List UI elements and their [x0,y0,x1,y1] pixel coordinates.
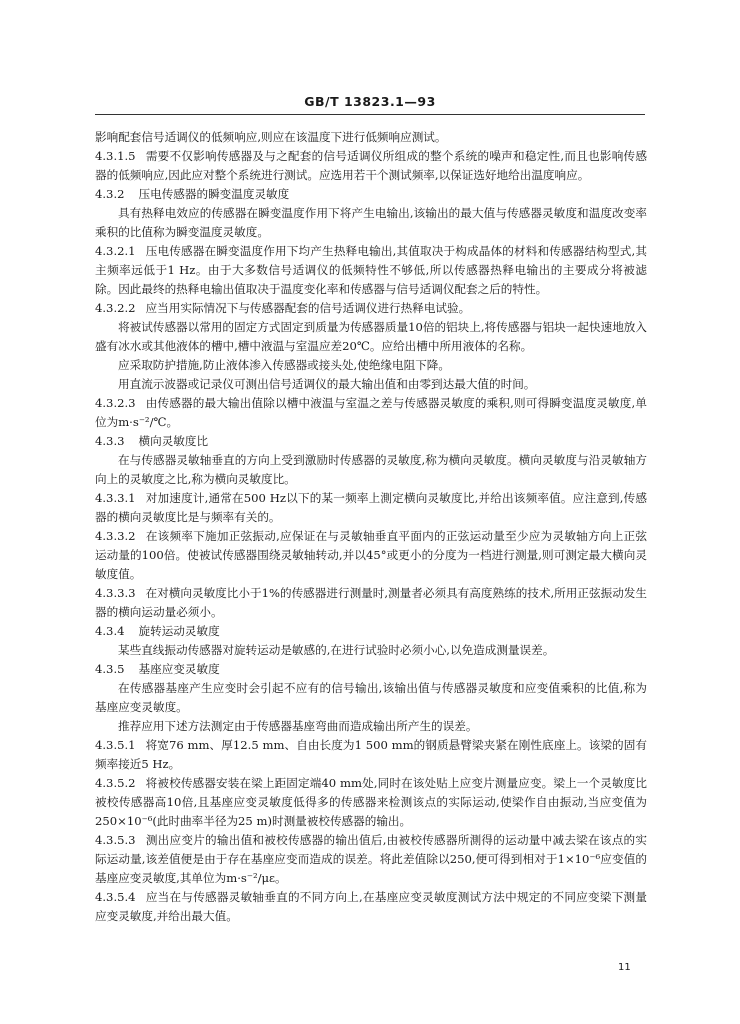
paragraph: 某些直线振动传感器对旋转运动是敏感的,在进行试验时必须小心,以免造成测量误差。 [118,643,555,657]
clause-number: 4.3.5.3 [95,833,136,847]
clause-number: 4.3.2.3 [95,396,136,410]
section-heading-text: 旋转运动灵敏度 [138,624,220,638]
clause-text: 应当在与传感器灵敏轴垂直的不同方向上,在基座应变灵敏度测试方法中规定的不同应变梁下测量应变灵敏度,并给出最大值。 [95,890,647,923]
section-heading [95,622,647,641]
paragraph: 在传感器基座产生应变时会引起不应有的信号输出,该输出值与传感器灵敏度和应变值乘积的比值,称为基座应变灵敏度。 [95,681,647,714]
header-rule [95,114,645,115]
clause [95,527,647,584]
clause [95,774,647,831]
section-heading-text: 横向灵敏度比 [138,434,209,448]
section-heading [95,660,647,679]
paragraph: 具有热释电效应的传感器在瞬变温度作用下将产生电输出,该输出的最大值与传感器灵敏度和温度改变率乘积的比值称为瞬变温度灵敏度。 [95,206,647,239]
document-body [95,128,647,926]
clause-text: 压电传感器在瞬变温度作用下均产生热释电输出,其值取决于构成晶体的材料和传感器结构型式,其主频率远低于1 Hz。由于大多数信号适调仪的低频特性不够低,所以传感器热释电输出的主要成分将被滤除。因此最终的热释电输出值取决于温度变化率和传感器与信号适调仪配套之后的特性。 [95,244,647,296]
clause-number: 4.3.5.2 [95,776,136,790]
clause [95,584,647,622]
section-heading [95,432,647,451]
clause-text: 由传感器的最大输出值除以槽中液温与室温之差与传感器灵敏度的乘积,则可得瞬变温度灵敏度,单位为m·s⁻²/℃。 [95,396,647,429]
clause-number: 4.3.1.5 [95,149,136,163]
paragraph: 应采取防护措施,防止液体渗入传感器或接头处,使绝缘电阻下降。 [118,358,450,372]
clause [95,489,647,527]
clause-number: 4.3.3.2 [95,529,136,543]
clause-number: 4.3.5.4 [95,890,136,904]
clause-number: 4.3.2 [95,187,125,201]
clause [95,147,647,185]
clause-text: 在该频率下施加正弦振动,应保证在与灵敏轴垂直平面内的正弦运动量至少应为灵敏轴方向上正弦运动量的100倍。使被试传感器围绕灵敏轴转动,并以45°或更小的分度为一档进行测量,则可测定最大横向灵敏度值。 [95,529,647,581]
paragraph: 将被试传感器以常用的固定方式固定到质量为传感器质量10倍的铝块上,将传感器与铝块一起快速地放入盛有冰水或其他液体的槽中,槽中液温与室温应差20℃。应给出槽中所用液体的名称。 [95,320,647,353]
clause-text: 对加速度计,通常在500 Hz以下的某一频率上測定横向灵敏度比,并给出该频率值。应注意到,传感器的横向灵敏度比是与频率有关的。 [95,491,647,524]
clause-number: 4.3.4 [95,624,125,638]
paragraph: 用直流示波器或记录仪可测出信号适调仪的最大输出值和由零到达最大值的时间。 [118,377,536,391]
clause-number: 4.3.5 [95,662,125,676]
clause-text: 应当用实际情况下与传感器配套的信号适调仪进行热释电试验。 [145,301,471,315]
section-heading-text: 压电传感器的瞬变温度灵敏度 [138,187,290,201]
clause [95,242,647,299]
clause-text: 测出应变片的输出值和被校传感器的输出值后,由被校传感器所測得的运动量中减去梁在该点的实际运动量,该差值便是由于存在基座应变而造成的误差。将此差值除以250,便可得到相对于1×10⁻⁶应变值的基座应变灵敏度,其单位为m·s⁻²/με。 [95,833,647,885]
clause [95,831,647,888]
section-heading [95,185,647,204]
section-heading-text: 基座应变灵敏度 [138,662,220,676]
clause-text: 将被校传感器安装在梁上距固定端40 mm处,同时在该处贴上应变片测量应变。梁上一个灵敏度比被校传感器高10倍,且基座应变灵敏度低得多的传感器来检测该点的实际运动,使梁作自由振动,当应变值为250×10⁻⁶(此时曲率半径为25 m)时测量被校传感器的输出。 [95,776,647,828]
paragraph: 影响配套信号适调仪的低频响应,则应在该温度下进行低频响应测试。 [95,130,447,144]
clause [95,888,647,926]
standard-header: GB/T 13823.1—93 [304,94,436,109]
paragraph: 推荐应用下述方法测定由于传感器基座弯曲而造成输出所产生的误差。 [118,719,478,733]
paragraph: 在与传感器灵敏轴垂直的方向上受到激励时传感器的灵敏度,称为横向灵敏度。横向灵敏度与沿灵敏轴方向上的灵敏度之比,称为横向灵敏度比。 [95,453,647,486]
clause-number: 4.3.3 [95,434,125,448]
clause [95,299,647,318]
clause-text: 需要不仅影响传感器及与之配套的信号适调仪所组成的整个系统的噪声和稳定性,而且也影响传感器的低频响应,因此应对整个系统进行测试。应选用若干个测试频率,以保证选好地给出温度响应。 [95,149,647,182]
clause [95,394,647,432]
clause-number: 4.3.5.1 [95,738,136,752]
clause [95,736,647,774]
clause-text: 将宽76 mm、厚12.5 mm、自由长度为1 500 mm的钢质悬臂梁夹紧在刚性底座上。该梁的固有频率接近5 Hz。 [95,738,647,771]
clause-number: 4.3.2.1 [95,244,136,258]
clause-number: 4.3.2.2 [95,301,136,315]
clause-number: 4.3.3.3 [95,586,136,600]
page-number: 11 [618,962,631,973]
clause-number: 4.3.3.1 [95,491,136,505]
clause-text: 在对横向灵敏度比小于1%的传感器进行测量时,测量者必须具有高度熟练的技术,所用正弦振动发生器的横向运动量必须小。 [95,586,647,619]
